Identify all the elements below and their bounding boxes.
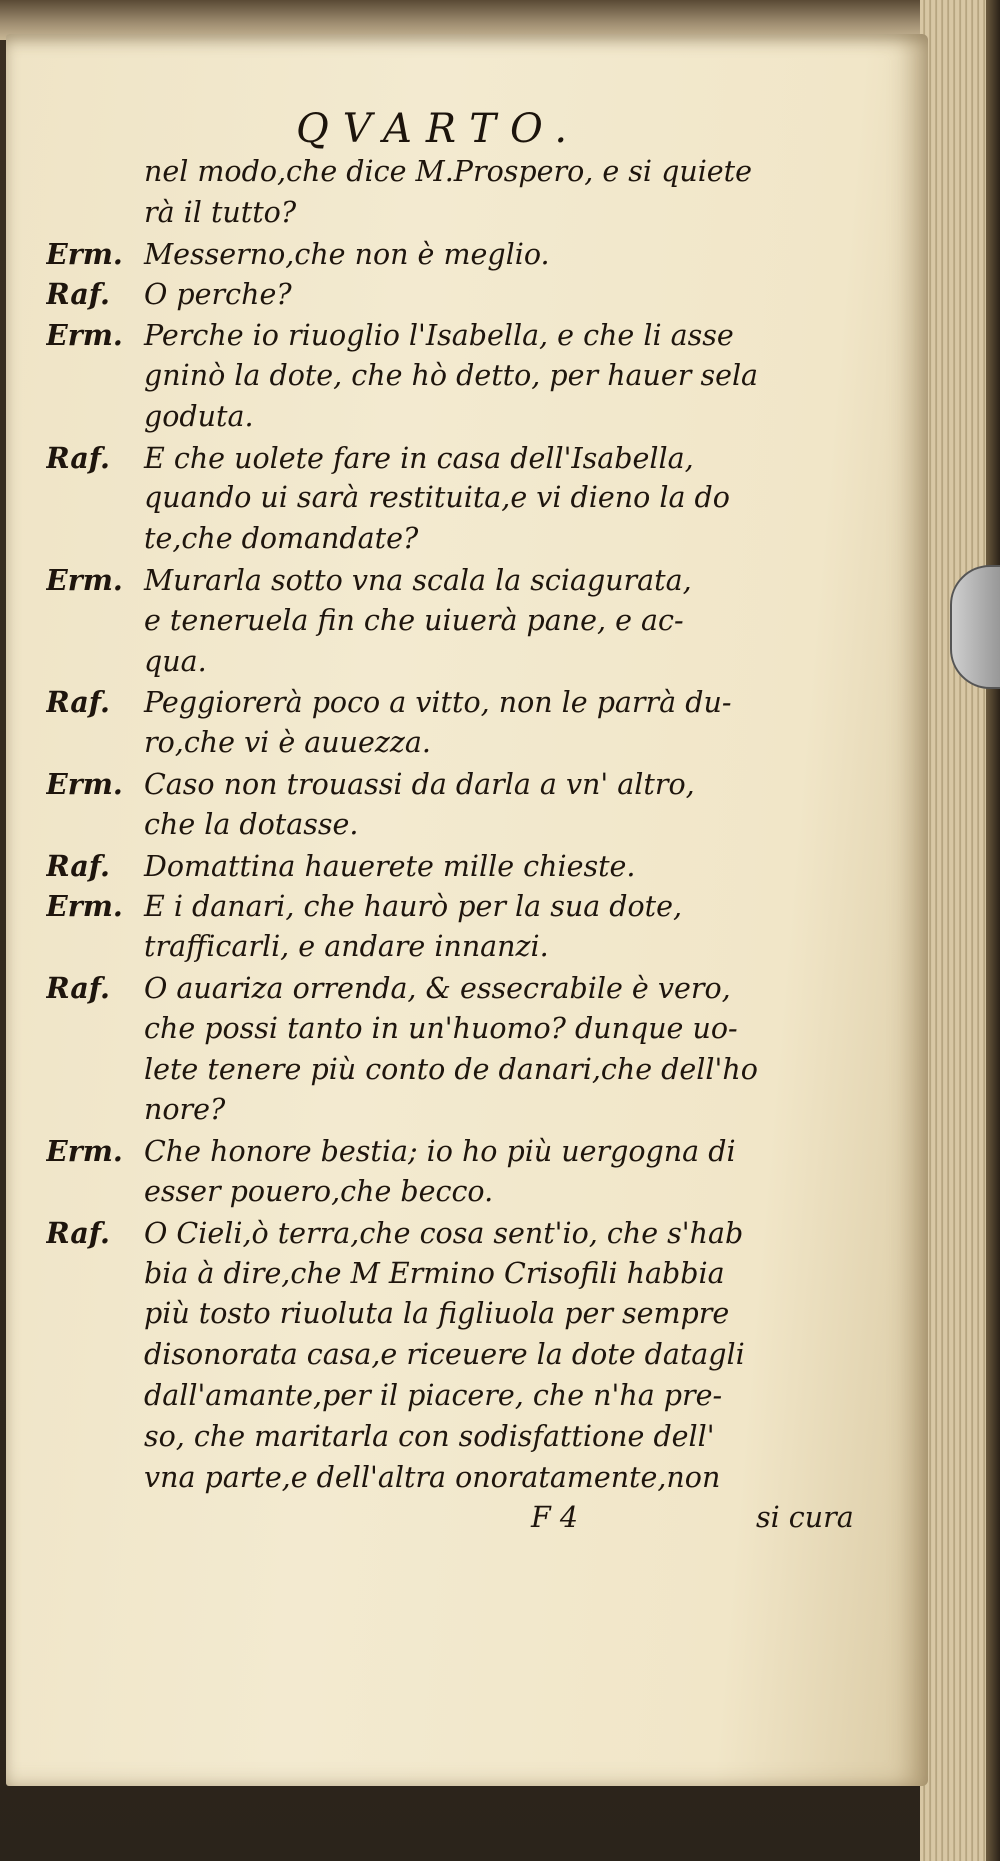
text-line bbox=[46, 397, 906, 438]
text-line bbox=[46, 560, 906, 601]
text-line bbox=[46, 315, 906, 356]
line-text: goduta. bbox=[144, 399, 254, 433]
line-text: che la dotasse. bbox=[144, 807, 359, 841]
speaker-label: Erm. bbox=[46, 766, 123, 801]
line-text: quando ui sarà restituita,e vi dieno la do bbox=[144, 481, 730, 515]
page-tab-marker bbox=[950, 565, 1000, 689]
speaker-label: Raf. bbox=[46, 685, 110, 720]
line-text: E che uolete fare in casa dell'Isabella, bbox=[144, 441, 694, 475]
text-line bbox=[46, 968, 906, 1009]
text-line bbox=[46, 723, 906, 764]
line-text: O perche? bbox=[144, 278, 292, 312]
line-text: te,che domandate? bbox=[144, 522, 419, 556]
line-text: Peggiorerà poco a vitto, non le parrà du- bbox=[144, 686, 732, 720]
text-line bbox=[46, 805, 906, 846]
speaker-label: Erm. bbox=[46, 889, 123, 924]
line-text: e teneruela fin che uiuerà pane, e ac- bbox=[144, 603, 684, 637]
text-line bbox=[46, 274, 906, 315]
text-line bbox=[46, 1131, 906, 1172]
speaker-label: Raf. bbox=[46, 1215, 110, 1250]
line-text: Caso non trouassi da darla a vn' altro, bbox=[144, 767, 695, 801]
line-text: E i danari, che haurò per la sua dote, bbox=[144, 890, 683, 924]
line-text: rà il tutto? bbox=[144, 195, 297, 229]
line-text: qua. bbox=[144, 644, 207, 678]
text-line bbox=[46, 927, 906, 968]
page-paper bbox=[6, 34, 928, 1786]
line-text: O auariza orrenda, & essecrabile è vero, bbox=[144, 971, 731, 1005]
line-text: nore? bbox=[144, 1093, 226, 1127]
play-text bbox=[46, 152, 906, 1544]
speaker-label: Erm. bbox=[46, 1134, 123, 1169]
text-line bbox=[46, 682, 906, 723]
speaker-label: Erm. bbox=[46, 562, 123, 597]
speaker-label: Raf. bbox=[46, 440, 110, 475]
text-line bbox=[46, 1254, 906, 1295]
line-text: dall'amante,per il piacere, che n'ha pre- bbox=[144, 1378, 723, 1412]
text-line bbox=[46, 764, 906, 805]
line-text: nel modo,che dice M.Prospero, e si quiete bbox=[144, 155, 752, 188]
text-line bbox=[46, 1213, 906, 1254]
line-text: O Cieli,ò terra,che cosa sent'io, che s'hab bbox=[144, 1216, 744, 1250]
line-text: più tosto riuoluta la figliuola per sempre bbox=[144, 1297, 730, 1331]
speaker-label: Erm. bbox=[46, 318, 123, 353]
line-text: bia à dire,che M Ermino Crisofili habbia bbox=[144, 1256, 725, 1290]
text-line bbox=[46, 1090, 906, 1131]
line-text: gninò la dote, che hò detto, per hauer sela bbox=[144, 358, 759, 392]
line-text: Messerno,che non è meglio. bbox=[144, 237, 550, 271]
text-line bbox=[46, 193, 906, 234]
line-text: Murarla sotto vna scala la sciagurata, bbox=[144, 563, 692, 597]
text-line bbox=[46, 1376, 906, 1417]
speaker-label: Raf. bbox=[46, 970, 110, 1005]
text-line bbox=[46, 1009, 906, 1050]
line-text: lete tenere più conto de danari,che dell'ho bbox=[144, 1052, 758, 1086]
text-line bbox=[46, 1335, 906, 1376]
line-text: che possi tanto in un'huomo? dunque uo- bbox=[144, 1011, 738, 1045]
text-line bbox=[46, 886, 906, 927]
text-line bbox=[46, 601, 906, 642]
signature-mark: F 4 bbox=[531, 1501, 578, 1535]
text-line bbox=[46, 1294, 906, 1335]
line-text: Che honore bestia; io ho più uergogna di bbox=[144, 1135, 736, 1169]
running-header: QVARTO. bbox=[296, 106, 582, 152]
text-line bbox=[46, 438, 906, 479]
text-line bbox=[46, 519, 906, 560]
text-line bbox=[46, 642, 906, 683]
line-text: vna parte,e dell'altra onoratamente,non bbox=[144, 1460, 721, 1494]
text-line bbox=[46, 478, 906, 519]
text-line bbox=[46, 234, 906, 275]
text-line bbox=[46, 1458, 906, 1499]
text-line bbox=[46, 356, 906, 397]
line-text: Perche io riuoglio l'Isabella, e che li asse bbox=[144, 319, 734, 353]
text-line bbox=[46, 1172, 906, 1213]
text-line bbox=[46, 846, 906, 887]
text-line bbox=[46, 152, 906, 193]
speaker-label: Raf. bbox=[46, 277, 110, 312]
page-edges bbox=[920, 0, 1000, 1861]
line-text: ro,che vi è auuezza. bbox=[144, 726, 431, 760]
text-line bbox=[46, 1417, 906, 1458]
line-text: trafficarli, e andare innanzi. bbox=[144, 930, 549, 964]
speaker-label: Raf. bbox=[46, 848, 110, 883]
line-text: Domattina hauerete mille chieste. bbox=[144, 849, 636, 883]
signature-line bbox=[46, 1498, 906, 1544]
line-text: disonorata casa,e riceuere la dote datagli bbox=[144, 1338, 745, 1372]
catchword: si cura bbox=[756, 1501, 854, 1535]
line-text: so, che maritarla con sodisfattione dell' bbox=[144, 1419, 715, 1453]
line-text: esser pouero,che becco. bbox=[144, 1174, 494, 1208]
text-line bbox=[46, 1050, 906, 1091]
speaker-label: Erm. bbox=[46, 236, 123, 271]
